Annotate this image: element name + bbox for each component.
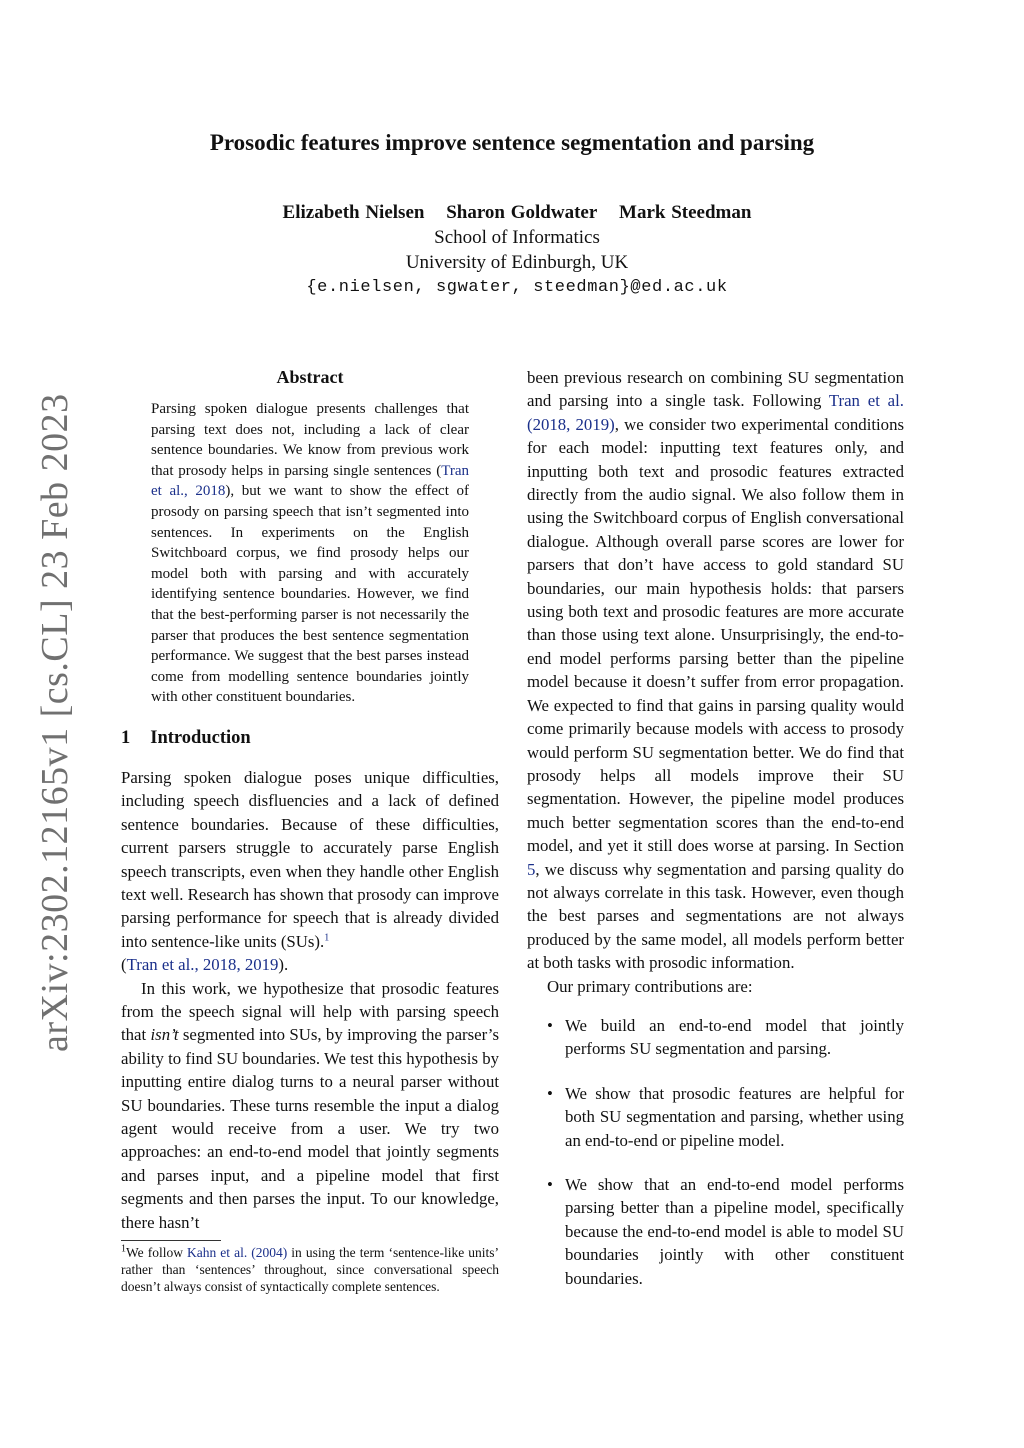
emphasis: isn’t — [150, 1025, 179, 1045]
abstract-text: Parsing spoken dialogue presents challenges that parsing text does not, including a lack of clear sentence boundaries. We know from previous work that prosody helps in parsing single sentences (Tran et al., 2018), but we want to show the effect of prosody on parsing speech that isn’t segmented into sentences. In experiments on the English Switchboard corpus, we find prosody helps our model both with parsing and with accurately identifying sentence boundaries. However, we find that the best-performing parser is not necessarily the parser that produces the best sentence segmentation performance. We suggest that the best parses instead come from modelling sentence boundaries jointly with other constituent boundaries. — [151, 401, 469, 706]
arxiv-stamp: arXiv:2302.12165v1 [cs.CL] 23 Feb 2023 — [34, 393, 76, 1052]
paragraph: In this work, we hypothesize that prosodic features from the speech signal will help with parsing speech that isn’t segmented into SUs, by improving the parser’s ability to find SU boundaries. We test this hypothesis by inputting entire dialog turns to a neural parser without SU boundaries. These turns resemble the input a dialog agent would receive from a user. We try two approaches: an end-to-end model that jointly segments and parses input, and a pipeline model that first segments and then parses the input. To our knowledge, there hasn’t — [121, 978, 499, 1232]
list-item: • We build an end-to-end model that jointly performs SU segmentation and parsing. — [547, 1015, 904, 1059]
author-name: Mark Steedman — [619, 202, 752, 223]
section-title: Introduction — [150, 727, 251, 748]
footnote-rule — [121, 1240, 221, 1241]
bullet-icon: • — [547, 1015, 553, 1035]
bullet-icon: • — [547, 1175, 553, 1194]
left-column — [121, 365, 499, 1295]
footnote: $^1$We follow Kahn et al. (2004) in using the term ‘sentence-like units’ rather than ‘sentences’ throughout, since conversational speech doesn’t always consist of syntactically complete sentences. — [121, 1243, 499, 1295]
list-item: • We show that prosodic features are helpful for both SU segmentation and parsing, whether using an end-to-end or pipeline model. — [547, 1083, 904, 1150]
contribution-list — [527, 1014, 904, 1290]
paragraph: Our primary contributions are: — [547, 976, 753, 996]
footnote-ref[interactable]: 1 — [324, 932, 330, 944]
section-heading — [121, 726, 499, 750]
paragraph: Parsing spoken dialogue poses unique difficulties, including speech disfluencies and a lack of defined sentence boundaries. Because of these difficulties, current parsers struggle to accurately parse English speech transcripts, even when they handle other English text well. Research has shown that prosody can improve parsing performance for speech that is already divided into sentence-like units (SUs).$^1$ (Tran et al., 2018, 2019). — [121, 767, 499, 975]
author-block — [0, 200, 1024, 300]
citation-link[interactable]: Tran et al., 2018 — [151, 462, 469, 500]
citation-link[interactable]: Kahn et al. (2004) — [187, 1245, 288, 1261]
footnote-mark: 1 — [121, 1243, 126, 1255]
author-emails: {e.nielsen, sgwater, steedman}@ed.ac.uk — [306, 278, 728, 297]
citation-link[interactable]: Tran et al. (2018, 2019) — [527, 391, 904, 434]
bullet-icon: • — [547, 1083, 553, 1103]
author-name: Sharon Goldwater — [446, 202, 598, 223]
affiliation-line: School of Informatics — [434, 227, 600, 248]
citation-link[interactable]: Tran et al., 2018, 2019 — [126, 955, 279, 975]
paper-title: Prosodic features improve sentence segmentation and parsing — [209, 130, 815, 155]
abstract-heading: Abstract — [276, 367, 344, 387]
section-ref-link[interactable]: 5 — [527, 859, 536, 879]
author-name: Elizabeth Nielsen — [282, 202, 425, 223]
affiliation-line: University of Edinburgh, UK — [405, 252, 629, 273]
section-number: 1 — [121, 727, 131, 748]
right-column — [527, 366, 904, 1311]
paragraph: been previous research on combining SU segmentation and parsing into a single task. Following Tran et al. (2018, 2019), we consider two experimental conditions for each model: inputting text features only, and inputting both text and prosodic features extracted directly from the audio signal. We also follow them in using the Switchboard corpus of English conversational dialogue. Although overall parse scores are lower for parsers that don’t have access to gold standard SU boundaries, our main hypothesis holds: that parsers using both text and prosodic features are more accurate than those using text alone. Unsurprisingly, the end-to-end model performs parsing better than the pipeline model because it doesn’t suffer from error propagation. We expected to find that gains in parsing quality would come primarily because models with access to prosody would perform SU segmentation better. We do find that prosody helps all models improve their SU segmentation. However, the pipeline model produces much better segmentation scores than the end-to-end model, and yet it still does worse at parsing. In Section 5, we discuss why segmentation and parsing quality do not always correlate in this task. However, even though the best parses and segmentations are not always produced by the same model, all models perform better at both tasks with prosodic information. — [527, 368, 904, 973]
list-item: • We show that an end-to-end model performs parsing better than a pipeline model, specifically because the end-to-end model is able to model SU boundaries jointly with other constituent boundaries. — [547, 1175, 904, 1288]
author-names — [0, 200, 1024, 225]
